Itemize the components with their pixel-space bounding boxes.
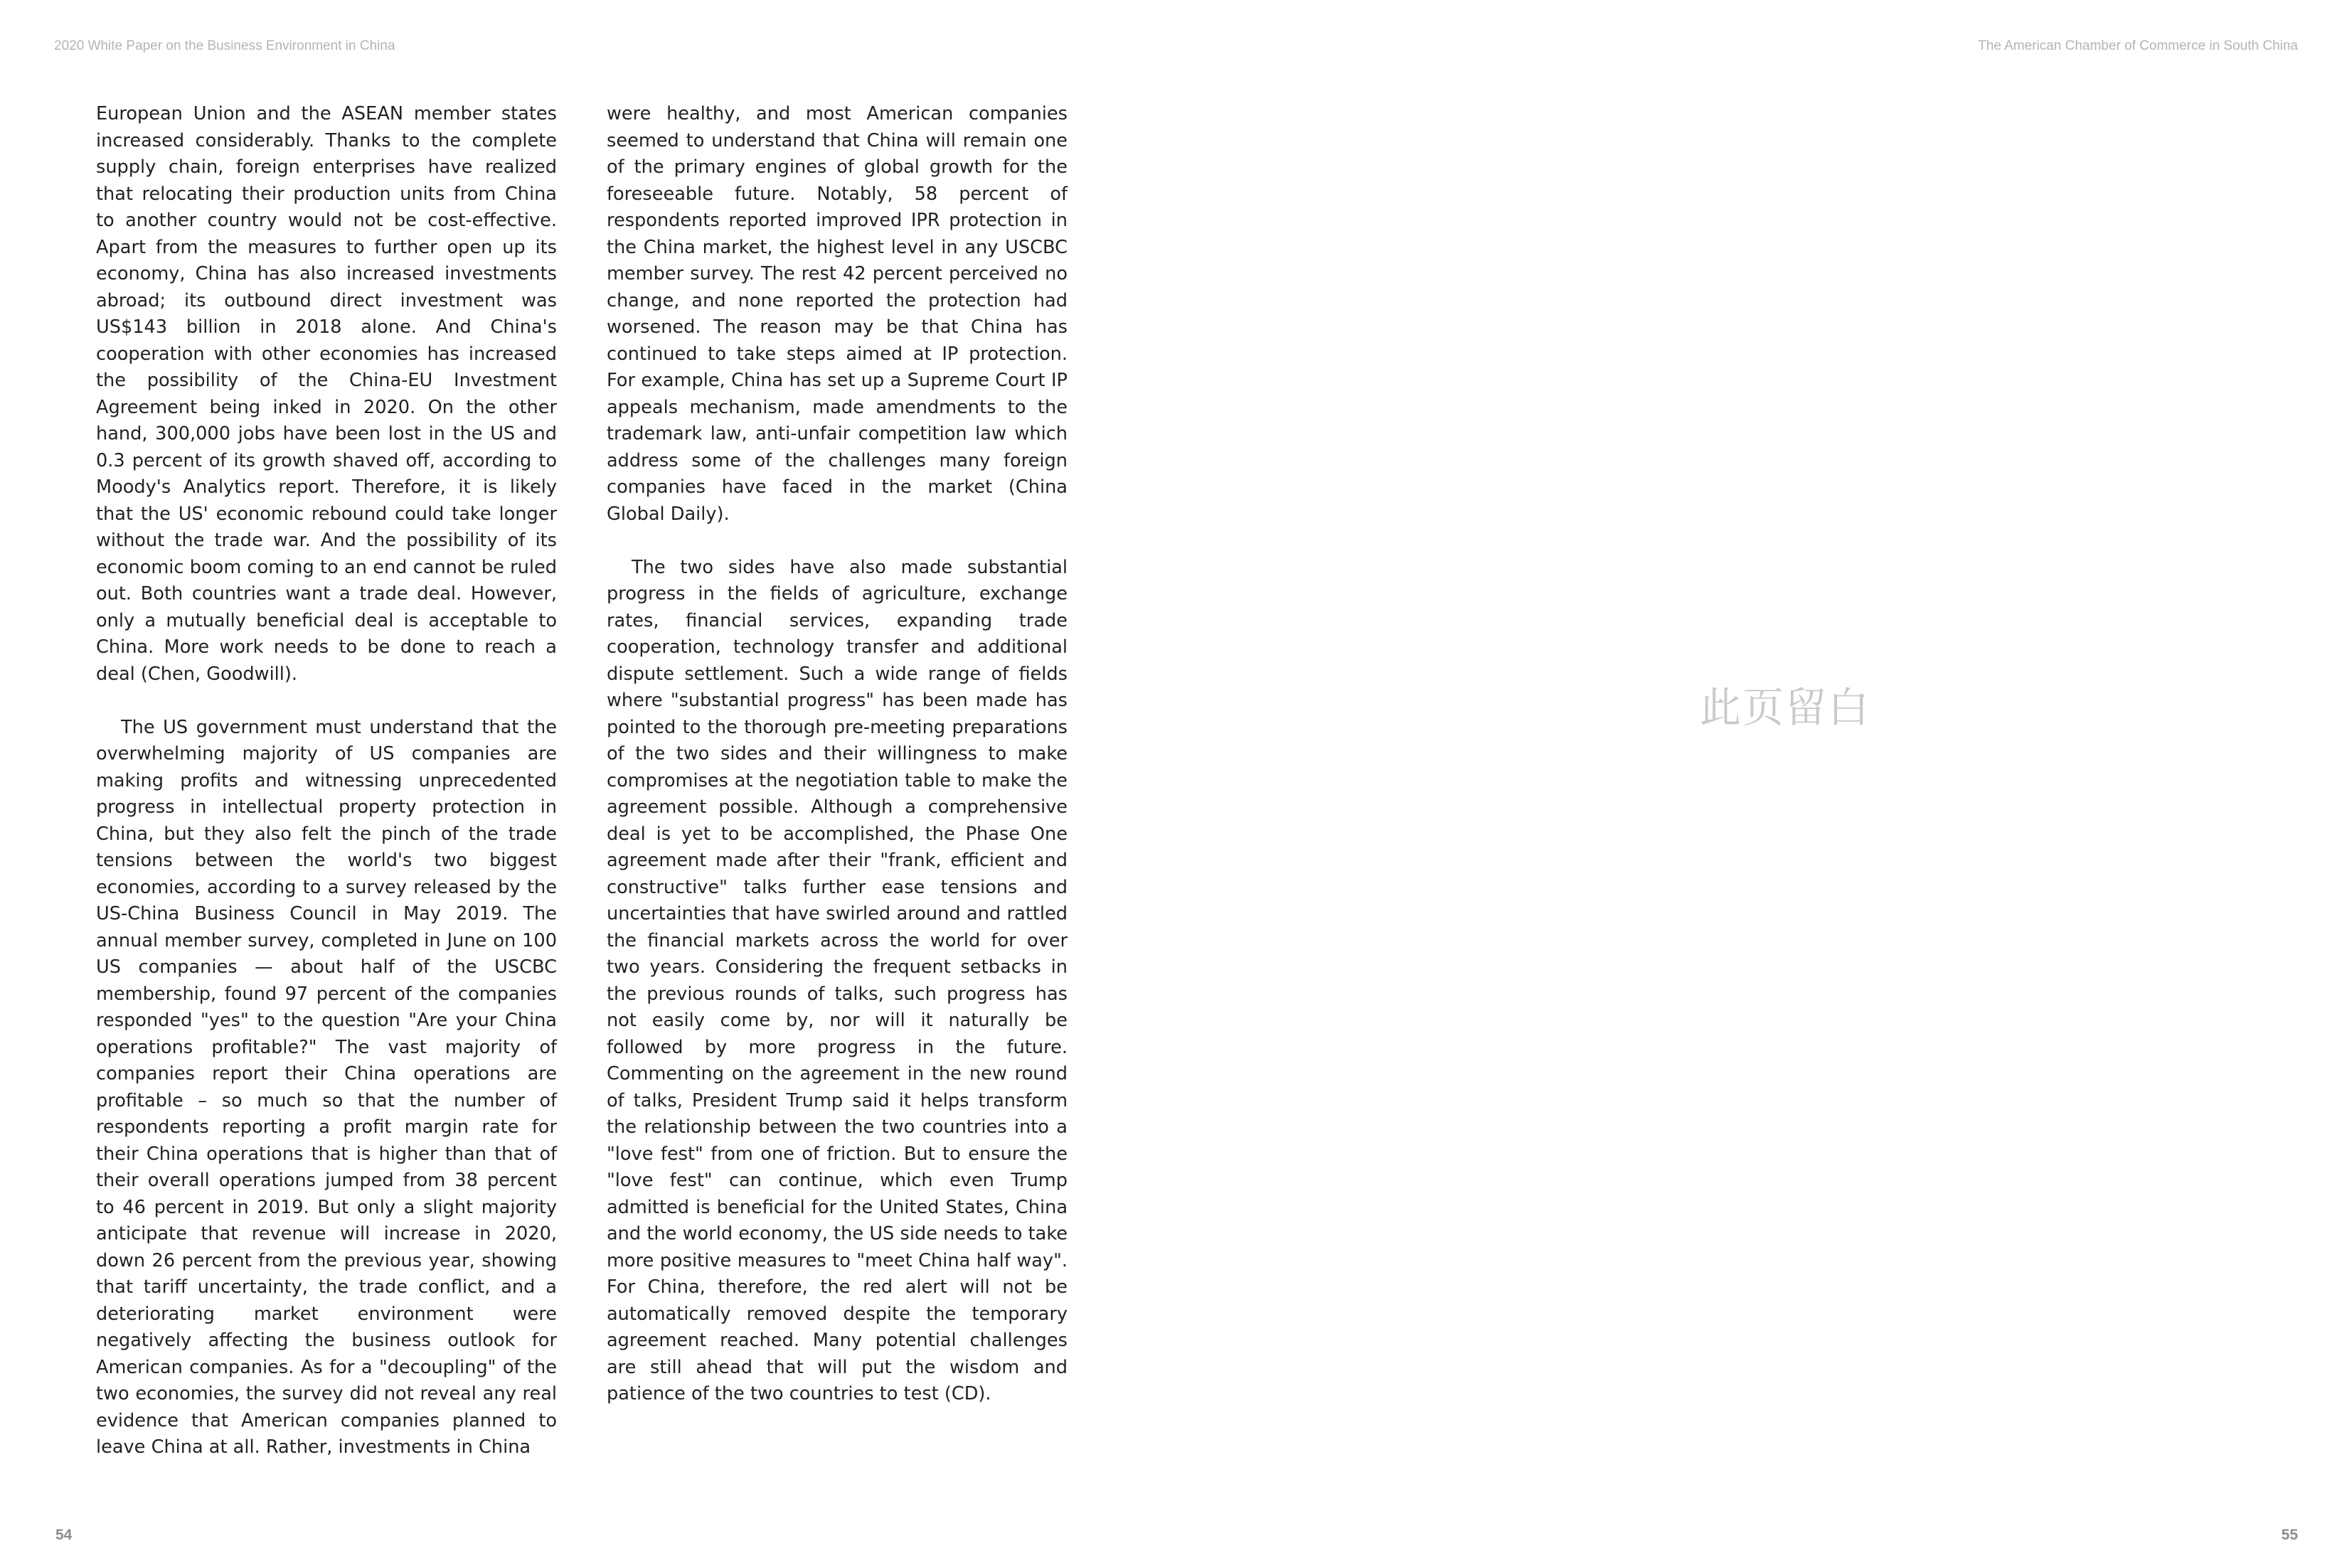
running-header-right: The American Chamber of Commerce in South China <box>1978 38 2298 53</box>
blank-page-notice: 此页留白 <box>1700 683 1871 732</box>
page-number-left: 54 <box>55 1527 73 1543</box>
text-column-2 <box>607 101 1068 1434</box>
paragraph: The two sides have also made substantial progress in the fields of agriculture, exchange rates, financial services, expanding trade cooperation, technology transfer and additional dispute settlement. Such a wide range of fields where "substantial progress" has been made has pointed to the thorough pre-meeting preparations of the two sides and their willingness to make compromises at the negotiation table to make the agreement possible. Although a comprehensive deal is yet to be accomplished, the Phase One agreement made after their "frank, efficient and constructive" talks further ease tensions and uncertainties that have swirled around and rattled the financial markets across the world for over two years. Considering the frequent setbacks in the previous rounds of talks, such progress has not easily come by, nor will it naturally be followed by more progress in the future. Commenting on the agreement in the new round of talks, President Trump said it helps transform the relationship between the two countries into a "love fest" from one of friction. But to ensure the "love fest" can continue, which even Trump admitted is beneficial for the United States, China and the world economy, the US side needs to take more positive measures to "meet China half way". For China, therefore, the red alert will not be automatically removed despite the temporary agreement reached. Many potential challenges are still ahead that will put the wisdom and patience of the two countries to test (CD). <box>607 556 1068 1404</box>
text-column-1 <box>96 101 557 1488</box>
running-header-left: 2020 White Paper on the Business Environment in China <box>54 38 395 53</box>
page-number-right: 55 <box>2281 1527 2298 1543</box>
paragraph: were healthy, and most American companies seemed to understand that China will remain one of the primary engines of global growth for the foreseeable future. Notably, 58 percent of respondents reported improved IPR protection in the China market, the highest level in any USCBC member survey. The rest 42 percent perceived no change, and none reported the protection had worsened. The reason may be that China has continued to take steps aimed at IP protection. For example, China has set up a Supreme Court IP appeals mechanism, made amendments to the trademark law, anti-unfair competition law which address some of the challenges many foreign companies have faced in the market (China Global Daily). <box>607 103 1068 525</box>
paragraph: European Union and the ASEAN member states increased considerably. Thanks to the complete supply chain, foreign enterprises have realized that relocating their production units from China to another country would not be cost-effective. Apart from the measures to further open up its economy, China has also increased investments abroad; its outbound direct investment was US$143 billion in 2018 alone. And China's cooperation with other economies has increased the possibility of the China-EU Investment Agreement being inked in 2020. On the other hand, 300,000 jobs have been lost in the US and 0.3 percent of its growth shaved off, according to Moody's Analytics report. Therefore, it is likely that the US' economic rebound could take longer without the trade war. And the possibility of its economic boom coming to an end cannot be ruled out. Both countries want a trade deal. However, only a mutually beneficial deal is acceptable to China. More work needs to be done to reach a deal (Chen, Goodwill). <box>96 103 557 685</box>
paragraph: The US government must understand that the overwhelming majority of US companies are making profits and witnessing unprecedented progress in intellectual property protection in China, but they also felt the pinch of the trade tensions between the world's two biggest economies, according to a survey released by the US-China Business Council in May 2019. The annual member survey, completed in June on 100 US companies — about half of the USCBC membership, found 97 percent of the companies responded "yes" to the question "Are your China operations profitable?" The vast majority of companies report their China operations are profitable – so much so that the number of respondents reporting a profit margin rate for their China operations that is higher than that of their overall operations jumped from 38 percent to 46 percent in 2019. But only a slight majority anticipate that revenue will increase in 2020, down 26 percent from the previous year, showing that tariff uncertainty, the trade conflict, and a deteriorating market environment were negatively affecting the business outlook for American companies. As for a "decoupling" of the two economies, the survey did not reveal any real evidence that American companies planned to leave China at all. Rather, investments in China <box>96 716 557 1458</box>
